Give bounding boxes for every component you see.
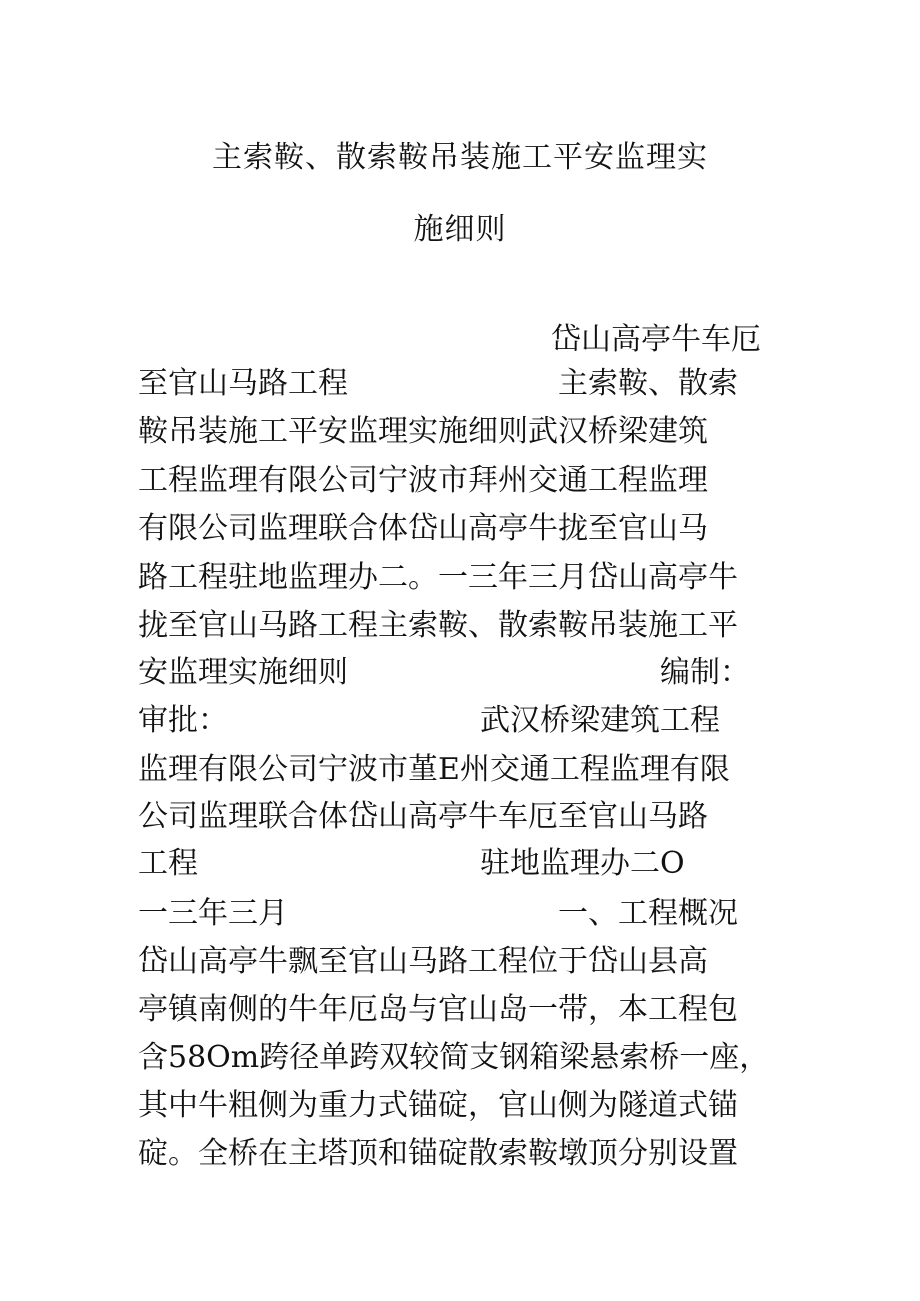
body-line-4 [138,461,798,501]
body-line-10 [138,750,798,790]
body-text: 工程监理有限公司宁波市拜州交通工程监理 [138,463,708,498]
body-line-13 [138,894,798,934]
body-text: 亭镇南侧的牛年厄岛与官山岛一带，本工程包 [138,992,738,1027]
body-line-17 [138,1086,798,1126]
body-line-3 [138,412,798,452]
body-line-9 [138,701,798,741]
body-text: 鞍吊装施工平安监理实施细则武汉桥梁建筑 [138,414,708,449]
body-line-2 [138,364,798,404]
body-text: 岱山高亭牛车厄 [551,322,761,357]
body-line-14 [138,942,798,982]
body-text: 编制： [660,655,750,690]
body-text: 安监理实施细则 [138,655,348,690]
body-line-11 [138,797,798,837]
body-text: 武汉桥梁建筑工程 [480,703,720,738]
body-line-12 [138,844,798,884]
body-line-7 [138,606,798,646]
body-text: 有限公司监理联合体岱山高亭牛拢至官山马 [138,511,708,546]
body-text: 含58Om跨径单跨双较简支钢箱梁悬索桥一座， [138,1040,770,1075]
body-text: 路工程驻地监理办二。一三年三月岱山高亭牛 [138,560,738,595]
body-text: 岱山高亭牛飘至官山马路工程位于岱山县高 [138,944,708,979]
body-line-6 [138,558,798,598]
body-text: 一三年三月 [138,896,288,931]
body-line-5 [138,509,798,549]
body-line-15 [138,990,798,1030]
body-text: 公司监理联合体岱山高亭牛车厄至官山马路 [138,799,708,834]
body-line-16 [138,1038,798,1078]
body-text: 审批： [138,703,228,738]
body-line-18 [138,1134,798,1174]
document-title-line-2: 施细则 [413,212,507,247]
body-text: 工程 [138,846,198,881]
body-line-1 [138,320,798,360]
body-text: 主索鞍、散索 [558,366,738,401]
body-text: 碇。全桥在主塔顶和锚碇散索鞍墩顶分别设置 [138,1136,738,1171]
body-text: 一、工程概况 [558,896,738,931]
body-text: 其中牛粗侧为重力式锚碇，官山侧为隧道式锚 [138,1088,738,1123]
body-text: 驻地监理办二O [480,846,685,881]
body-text: 监理有限公司宁波市堇E州交通工程监理有限 [138,752,730,787]
document-title-line-1: 主索鞍、散索鞍吊装施工平安监理实 [212,140,708,175]
body-text: 拢至官山马路工程主索鞍、散索鞍吊装施工平 [138,608,738,643]
body-line-8 [138,653,798,693]
body-text: 至官山马路工程 [138,366,348,401]
